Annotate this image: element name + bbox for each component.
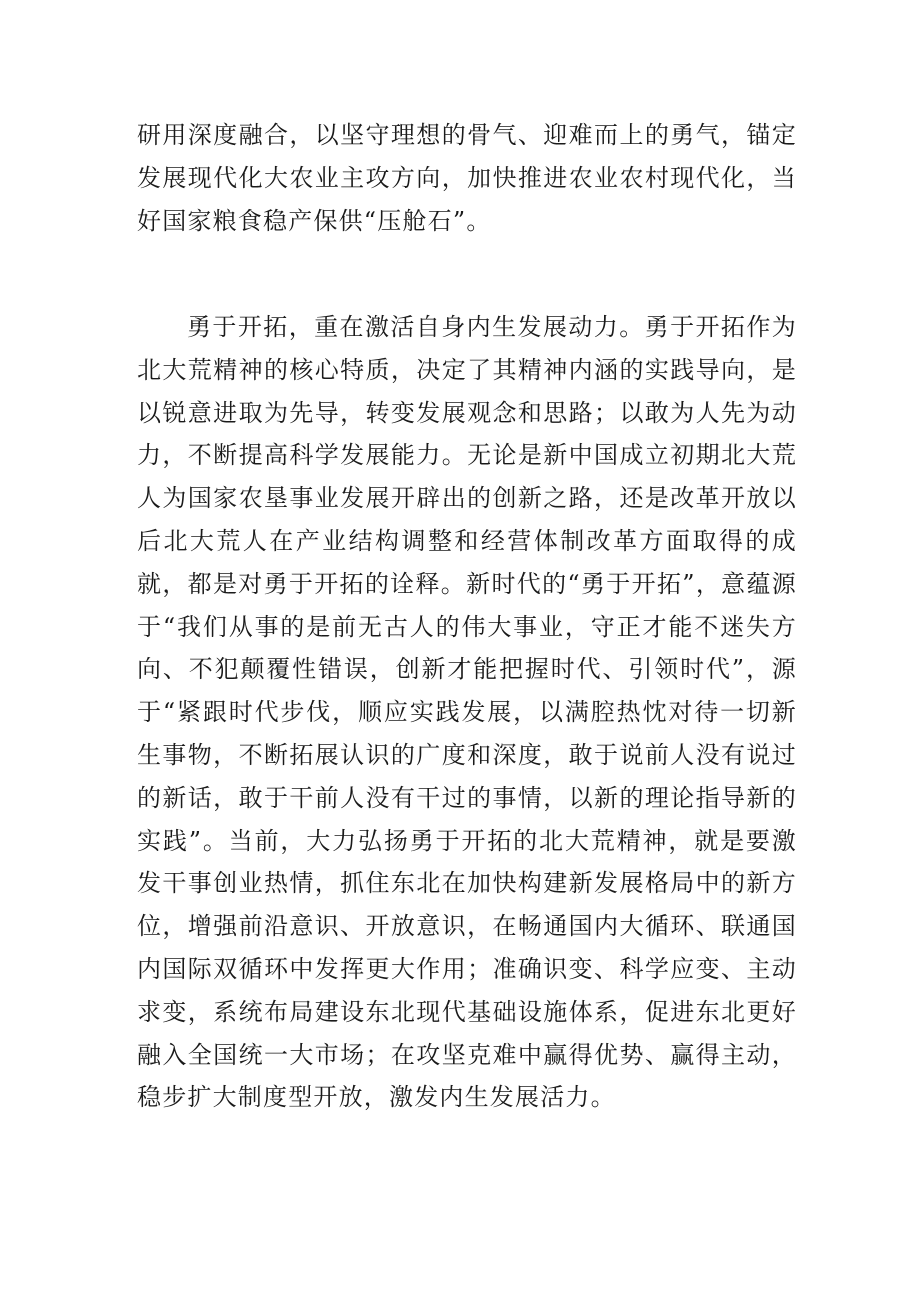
- paragraph-continuation: 研用深度融合，以坚守理想的骨气、迎难而上的勇气，锚定发展现代化大农业主攻方向，加快推进农业农村现代化，当好国家粮食稳产保供“压舱石”。: [137, 121, 797, 235]
- paragraph-pioneering-spirit: 勇于开拓，重在激活自身内生发展动力。勇于开拓作为北大荒精神的核心特质，决定了其精神内涵的实践导向，是以锐意进取为先导，转变发展观念和思路；以敢为人先为动力，不断提高科学发展能力。无论是新中国成立初期北大荒人为国家农垦事业发展开辟出的创新之路，还是改革开放以后北大荒人在产业结构调整和经营体制改革方面取得的成就，都是对勇于开拓的诠释。新时代的“勇于开拓”，意蕴源于“我们从事的是前无古人的伟大事业，守正才能不迷失方向、不犯颠覆性错误，创新才能把握时代、引领时代”，源于“紧跟时代步伐，顺应实践发展，以满腔热忱对待一切新生事物，不断拓展认识的广度和深度，敢于说前人没有说过的新话，敢于干前人没有干过的事情，以新的理论指导新的实践”。当前，大力弘扬勇于开拓的北大荒精神，就是要激发干事创业热情，抓住东北在加快构建新发展格局中的新方位，增强前沿意识、开放意识，在畅通国内大循环、联通国内国际双循环中发挥更大作用；准确识变、科学应变、主动求变，系统布局建设东北现代基础设施体系，促进东北更好融入全国统一大市场；在攻坚克难中赢得优势、赢得主动，稳步扩大制度型开放，激发内生发展活力。: [137, 313, 797, 1112]
